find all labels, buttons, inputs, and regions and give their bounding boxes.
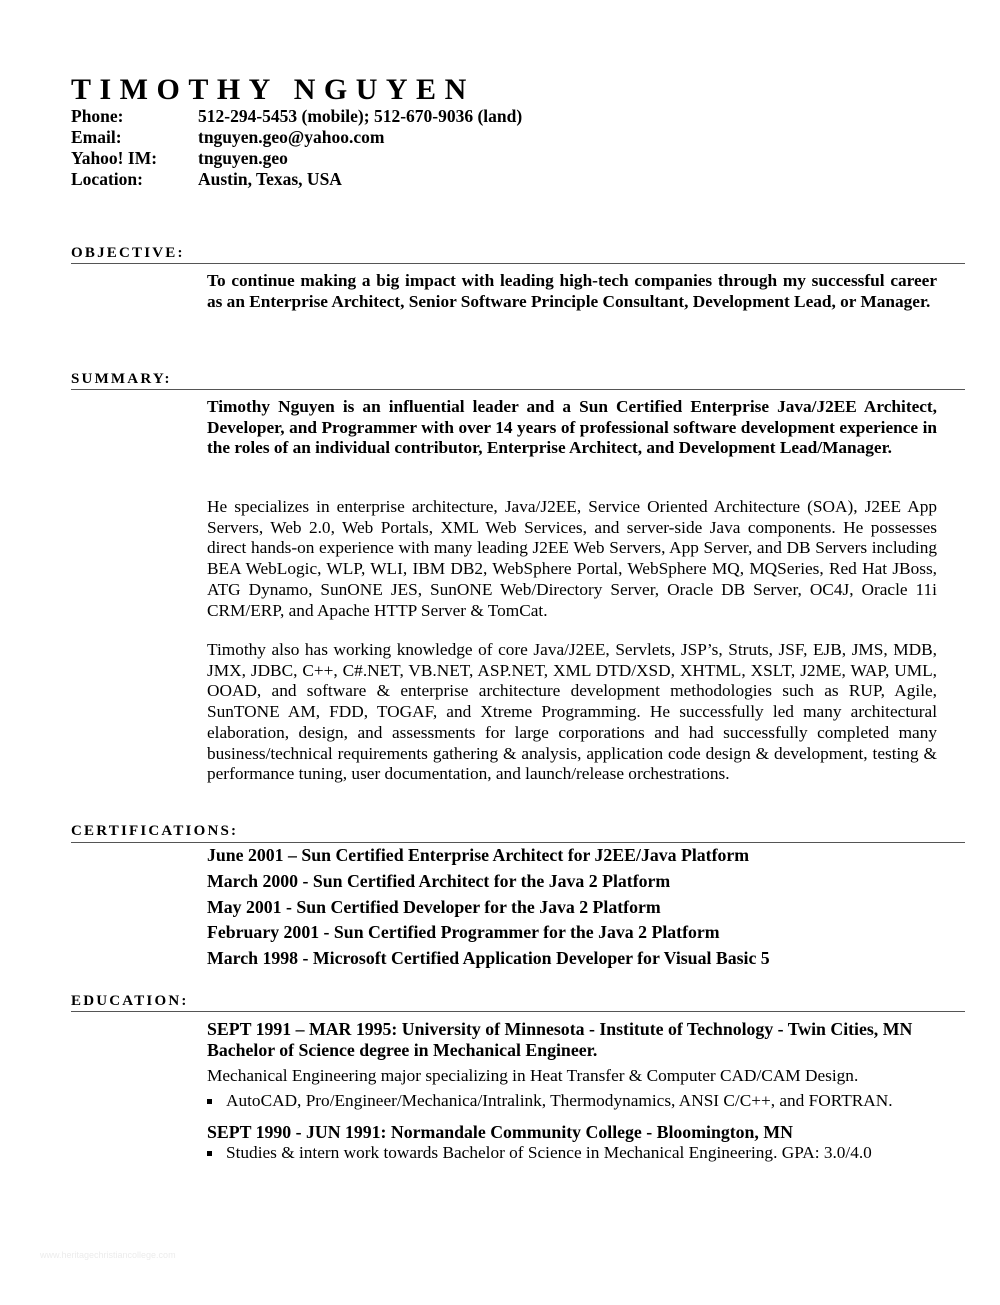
list-item-text: Studies & intern work towards Bachelor of Science in Mechanical Engineering. GPA: 3.0/4.0	[226, 1143, 872, 1162]
contact-location	[71, 169, 342, 190]
contact-email	[71, 127, 384, 148]
contact-value: 512-294-5453 (mobile); 512-670-9036 (land)	[198, 106, 523, 126]
list-item	[207, 1142, 872, 1163]
certifications-heading: CERTIFICATIONS:	[71, 823, 239, 839]
certification-item: March 1998 - Microsoft Certified Application Developer for Visual Basic 5	[207, 948, 770, 968]
section-divider	[71, 389, 965, 390]
bullet-icon	[207, 1151, 212, 1156]
contact-label: Email:	[71, 127, 122, 147]
contact-label: Location:	[71, 169, 143, 189]
contact-value: Austin, Texas, USA	[198, 169, 342, 189]
summary-heading: SUMMARY:	[71, 371, 172, 387]
list-item	[207, 1090, 893, 1111]
contact-im	[71, 148, 288, 169]
contact-value: tnguyen.geo	[198, 148, 288, 168]
list-item-text: AutoCAD, Pro/Engineer/Mechanica/Intralink, Thermodynamics, ANSI C/C++, and FORTRAN.	[226, 1091, 893, 1110]
certification-item: June 2001 – Sun Certified Enterprise Architect for J2EE/Java Platform	[207, 845, 750, 865]
section-divider	[71, 842, 965, 843]
objective-text: To continue making a big impact with leading high-tech companies through my successful career as an Enterprise Architect, Senior Software Principle Consultant, Development Lead, or Manager.	[207, 271, 937, 311]
candidate-name: TIMOTHY NGUYEN	[71, 73, 475, 106]
contact-phone	[71, 106, 522, 127]
certification-item: February 2001 - Sun Certified Programmer for the Java 2 Platform	[207, 922, 720, 942]
summary-intro: Timothy Nguyen is an influential leader and a Sun Certified Enterprise Java/J2EE Architect, Developer, and Programmer with over 14 years of professional software development experience in the roles of an individual contributor, Enterprise Architect, and Development Lead/Manager.	[207, 397, 937, 458]
summary-paragraph: He specializes in enterprise architecture, Java/J2EE, Service Oriented Architecture (SOA), J2EE App Servers, Web 2.0, Web Portals, XML Web Services, and server-side Java components. He possesses direct hands-on experience with many leading J2EE Web Servers, App Server, and DB Servers including BEA WebLogic, WLP, WLI, IBM DB2, WebSphere Portal, WebSphere MQ, MQSeries, Red Hat JBoss, ATG Dynamo, SunONE JES, SunONE Web/Directory Server, Oracle DB Server, OC4J, Oracle 11i CRM/ERP, and Apache HTTP Server & TomCat.	[207, 497, 937, 620]
summary-paragraph: Timothy also has working knowledge of core Java/J2EE, Servlets, JSP’s, Struts, JSF, EJB, JMS, MDB, JMX, JDBC, C++, C#.NET, VB.NET, ASP.NET, XML DTD/XSD, XHTML, XSLT, J2ME, WAP, UML, OOAD, and software & enterprise architecture development methodologies such as RUP, Agile, SunTONE AM, FDD, TOGAF, and Xtreme Programming. He successfully led many architectural elaboration, design, and assessments for large corporations and had successfully completed many business/technical requirements gathering & analysis, application code design & development, testing & performance tuning, user documentation, and launch/release orchestrations.	[207, 640, 937, 784]
education-heading: EDUCATION:	[71, 993, 189, 1009]
education-degree: Bachelor of Science degree in Mechanical Engineer.	[207, 1040, 598, 1060]
section-divider	[71, 1011, 965, 1012]
watermark: www.heritagechristiancollege.com	[40, 1250, 176, 1260]
certification-item: March 2000 - Sun Certified Architect for the Java 2 Platform	[207, 871, 671, 891]
contact-label: Yahoo! IM:	[71, 148, 158, 168]
education-detail: Mechanical Engineering major specializing in Heat Transfer & Computer CAD/CAM Design.	[207, 1066, 859, 1085]
bullet-icon	[207, 1099, 212, 1104]
objective-heading: OBJECTIVE:	[71, 245, 185, 261]
section-divider	[71, 263, 965, 264]
education-title: SEPT 1991 – MAR 1995: University of Minnesota - Institute of Technology - Twin Cities, MN	[207, 1019, 913, 1039]
contact-label: Phone:	[71, 106, 124, 126]
education-title: SEPT 1990 - JUN 1991: Normandale Community College - Bloomington, MN	[207, 1122, 793, 1142]
certification-item: May 2001 - Sun Certified Developer for the Java 2 Platform	[207, 897, 661, 917]
contact-value: tnguyen.geo@yahoo.com	[198, 127, 385, 147]
